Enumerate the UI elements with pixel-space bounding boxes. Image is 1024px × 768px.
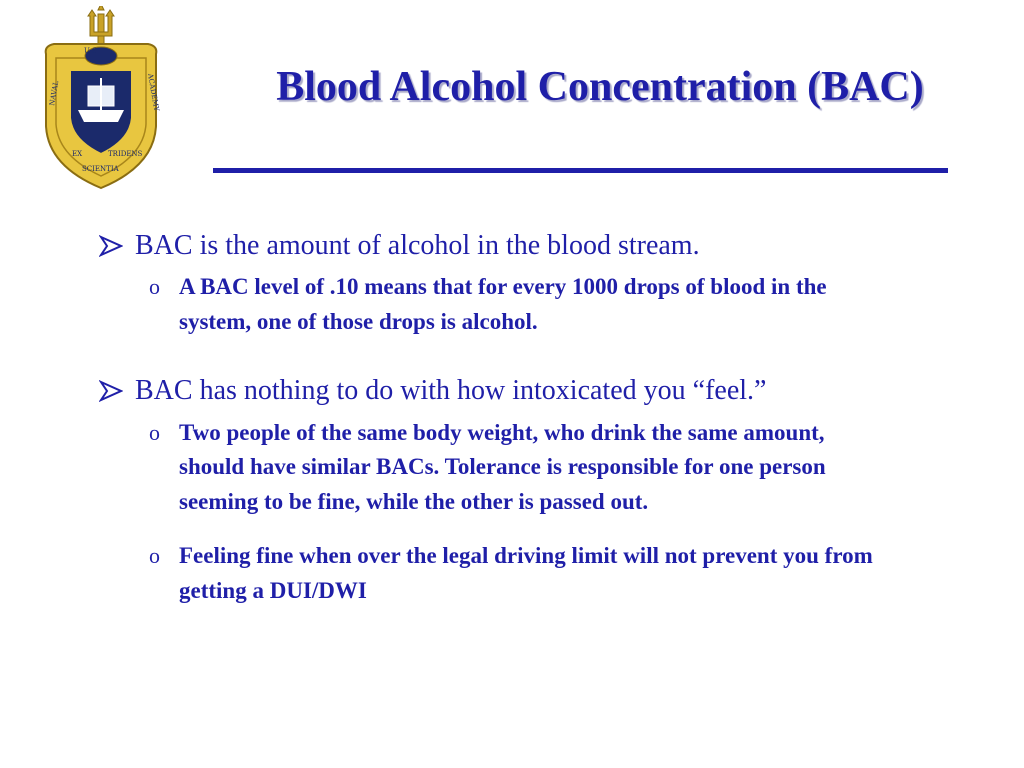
crest-right-text: ACADEMY — [146, 72, 161, 112]
crest-motto-text: SCIENTIA — [82, 165, 119, 173]
sub-bullet-text: A BAC level of .10 means that for every 1000 drops of blood in the system, one of those drops is alcohol. — [179, 274, 827, 334]
crest-bottom-right-text: TRIDENS — [108, 150, 143, 158]
sub-bullet-glyph: o — [149, 274, 160, 300]
crest-bottom-left-text: EX — [72, 150, 83, 158]
bullet-item — [95, 228, 975, 264]
sub-bullet-item — [95, 539, 879, 608]
arrow-bullet-icon — [99, 235, 123, 257]
crest-top-text: U S — [84, 47, 97, 55]
slide-title: Blood Alcohol Concentration (BAC) — [276, 64, 924, 110]
title-underline-rule — [213, 168, 948, 173]
sub-bullet-glyph: o — [149, 543, 160, 569]
sub-bullet-text: Feeling fine when over the legal driving limit will not prevent you from getting a DUI/DWI — [179, 543, 873, 603]
bullet-item — [95, 373, 975, 409]
sub-bullet-item — [95, 416, 879, 520]
crest-left-text: NAVAL — [48, 80, 61, 107]
sub-bullet-item — [95, 270, 879, 339]
sub-bullet-glyph: o — [149, 419, 160, 445]
slide-content — [95, 228, 975, 608]
bullet-text: BAC has nothing to do with how intoxicated you “feel.” — [135, 375, 767, 407]
naval-academy-crest-logo — [36, 6, 166, 196]
bullet-text: BAC is the amount of alcohol in the blood stream. — [135, 230, 700, 261]
arrow-bullet-icon — [99, 380, 123, 402]
sub-bullet-text: Two people of the same body weight, who drink the same amount, should have similar BACs. Tolerance is responsible for one person seeming to be fine, while the other is passed out. — [179, 419, 826, 514]
